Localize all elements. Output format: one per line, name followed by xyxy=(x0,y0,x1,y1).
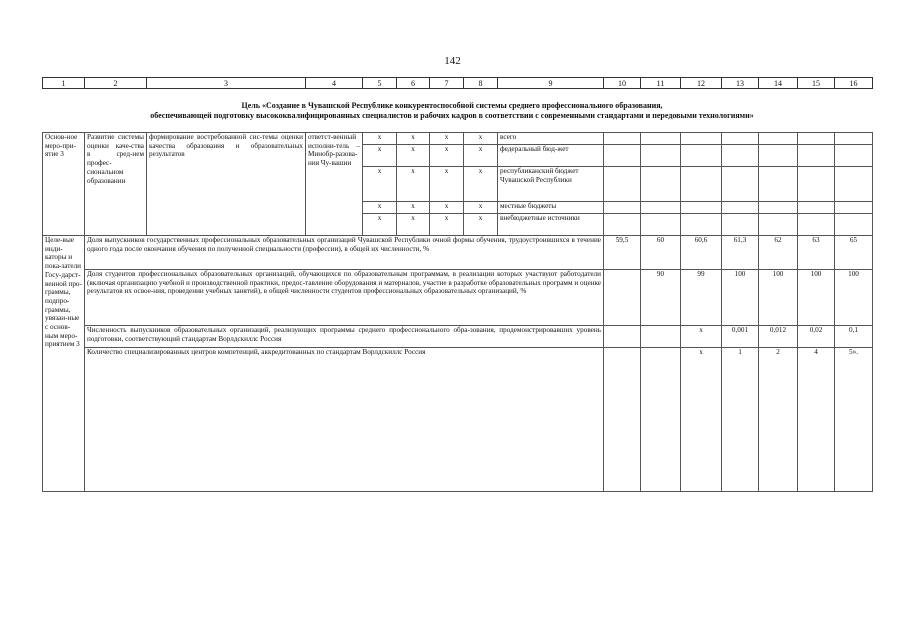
event-description-cell: формирование востребованной сис-темы оценки качества образования и образовательных результатов xyxy=(147,133,306,236)
mark-cell: x xyxy=(430,202,464,214)
goal-line-2: обеспечивающей подготовку высококвалифицированных специалистов и рабочих кадров в соответствии с современными стандартами и передовыми технологиями» xyxy=(150,111,754,120)
mark-cell: x xyxy=(430,145,464,167)
mark-cell: x xyxy=(363,167,397,202)
indicator-value: 100 xyxy=(722,270,759,326)
page-number: 142 xyxy=(444,55,461,67)
event-name-cell: Развитие системы оценки каче-ства в сред-нем профес-сиональном образовании xyxy=(85,133,147,236)
funding-source-cell: федеральный бюд-жет xyxy=(498,145,604,167)
header-cell: 3 xyxy=(147,78,306,89)
table-row xyxy=(43,348,873,492)
indicator-text: Доля студентов профессиональных образовательных организаций, обучающихся по образовательным программам, в реализации которых участвуют работодатели (включая организацию учебной и производственной практики, предос-тавление оборудования и материалов, участие в разработке образовательных программ и оценке результатов их освое-ния, проведении учебных занятий), в общей численности студентов профессиональных образовательных организаций, % xyxy=(85,270,604,326)
indicator-value: 0,012 xyxy=(759,326,798,348)
mark-cell: x xyxy=(464,202,498,214)
header-cell: 5 xyxy=(363,78,397,89)
mark-cell: x xyxy=(464,145,498,167)
goal-heading xyxy=(42,101,862,121)
mark-cell: x xyxy=(363,133,397,145)
table-row xyxy=(43,133,873,145)
indicator-value: 100 xyxy=(798,270,835,326)
indicator-value: 4 xyxy=(798,348,835,492)
mark-cell: x xyxy=(363,202,397,214)
mark-cell: x xyxy=(430,167,464,202)
indicator-value xyxy=(641,326,681,348)
header-cell: 12 xyxy=(681,78,722,89)
mark-cell: x xyxy=(397,145,430,167)
indicator-value: x xyxy=(681,326,722,348)
column-number-header xyxy=(42,77,873,89)
header-cell: 14 xyxy=(759,78,798,89)
indicator-text: Доля выпускников государственных профессиональных образовательных организаций Чувашской Республики очной формы обучения, трудоустроившихся в течение одного года после окончания обучения по полученной специальности (профессии), в общей их численности, % xyxy=(85,236,604,270)
indicator-value: 0,001 xyxy=(722,326,759,348)
indicator-value: 5». xyxy=(835,348,873,492)
mark-cell: x xyxy=(464,167,498,202)
indicator-value xyxy=(604,270,641,326)
indicator-value: 0,1 xyxy=(835,326,873,348)
table-row xyxy=(43,326,873,348)
indicator-value xyxy=(641,348,681,492)
mark-cell: x xyxy=(397,202,430,214)
funding-source-cell: местные бюджеты xyxy=(498,202,604,214)
header-cell: 4 xyxy=(306,78,363,89)
indicator-value: x xyxy=(681,348,722,492)
indicator-value: 2 xyxy=(759,348,798,492)
header-cell: 10 xyxy=(604,78,641,89)
event-type-cell: Основ-ное меро-при-ятие 3 xyxy=(43,133,85,236)
event-executor-cell: ответст-венный исполни-тель – Минобр-разова-ния Чу-вашии xyxy=(306,133,363,236)
header-cell: 16 xyxy=(835,78,873,89)
indicator-text: Количество специализированных центров компетенций, аккредитованных по стандартам Ворлдскиллс Россия xyxy=(85,348,604,492)
mark-cell: x xyxy=(363,145,397,167)
indicator-value: 1 xyxy=(722,348,759,492)
program-table xyxy=(42,132,873,492)
indicator-text: Численность выпускников образовательных организаций, реализующих программы среднего профессионального обра-зования, продемонстрировавших уровень подготовки, соответствующий стандартам Ворлдскиллс Россия xyxy=(85,326,604,348)
indicator-value: 60 xyxy=(641,236,681,270)
header-cell: 8 xyxy=(464,78,498,89)
mark-cell: x xyxy=(464,133,498,145)
header-cell: 15 xyxy=(798,78,835,89)
indicator-value xyxy=(604,326,641,348)
header-cell: 9 xyxy=(498,78,604,89)
header-cell: 13 xyxy=(722,78,759,89)
indicator-value: 62 xyxy=(759,236,798,270)
indicator-value: 99 xyxy=(681,270,722,326)
goal-line-1: Цель «Создание в Чувашской Республике конкурентоспособной системы среднего профессионального образования, xyxy=(241,101,663,110)
mark-cell: x xyxy=(397,214,430,236)
indicator-value: 59,5 xyxy=(604,236,641,270)
indicator-value: 61,3 xyxy=(722,236,759,270)
header-cell: 1 xyxy=(43,78,85,89)
mark-cell: x xyxy=(430,214,464,236)
indicator-value: 100 xyxy=(835,270,873,326)
funding-source-cell: внебюджетные источники xyxy=(498,214,604,236)
mark-cell: x xyxy=(363,214,397,236)
mark-cell: x xyxy=(464,214,498,236)
indicator-value: 63 xyxy=(798,236,835,270)
funding-source-cell: республиканский бюджет Чувашской Республики xyxy=(498,167,604,202)
targets-label-cell: Целе-вые инди-каторы и пока-затели Госу-дарст-венной про-граммы, подпро-граммы, увязан-ные с основ-ным меро-приятием 3 xyxy=(43,236,85,492)
table-row xyxy=(43,270,873,326)
header-cell: 6 xyxy=(397,78,430,89)
header-cell: 2 xyxy=(85,78,147,89)
indicator-value xyxy=(604,348,641,492)
mark-cell: x xyxy=(430,133,464,145)
indicator-value: 100 xyxy=(759,270,798,326)
funding-source-cell: всего xyxy=(498,133,604,145)
header-cell: 11 xyxy=(641,78,681,89)
mark-cell: x xyxy=(397,167,430,202)
indicator-value: 90 xyxy=(641,270,681,326)
table-row xyxy=(43,236,873,270)
header-cell: 7 xyxy=(430,78,464,89)
mark-cell: x xyxy=(397,133,430,145)
indicator-value: 65 xyxy=(835,236,873,270)
indicator-value: 60,6 xyxy=(681,236,722,270)
indicator-value: 0,02 xyxy=(798,326,835,348)
